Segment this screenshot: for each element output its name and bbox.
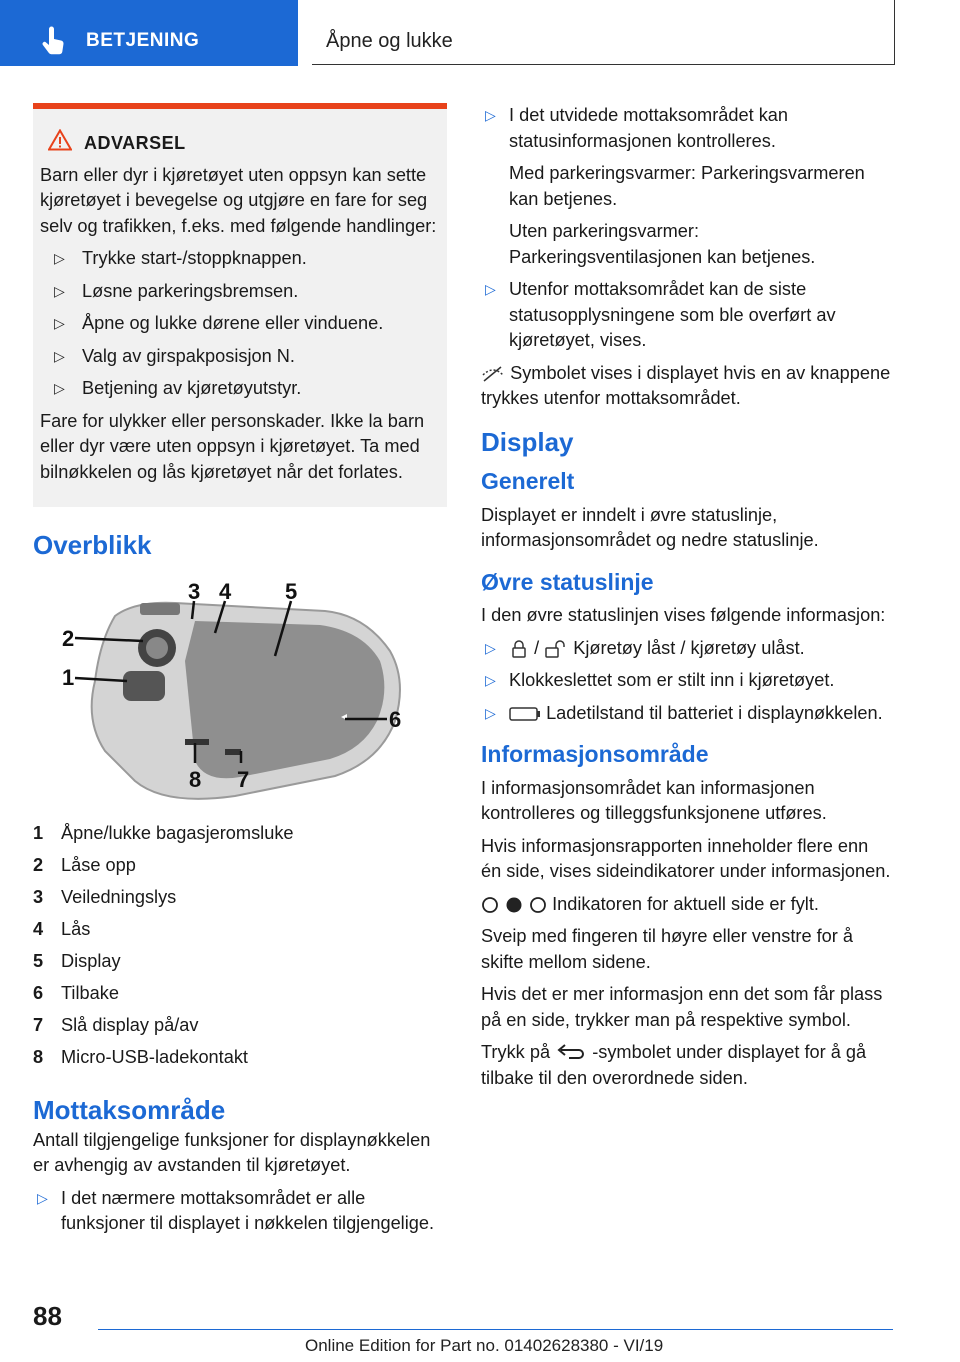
- range-note: [481, 361, 893, 412]
- callout-5: 5: [285, 580, 298, 604]
- legend-item: [33, 1013, 447, 1039]
- legend-text: Låse opp: [61, 854, 136, 875]
- legend-text: Display: [61, 950, 121, 971]
- upper-status-item-text: Ladetilstand til batteriet i displaynøkkelen.: [546, 702, 883, 723]
- legend-number: 2: [33, 854, 44, 875]
- edition-text: Online Edition for Part no. 01402628380 - VI/19: [305, 1336, 664, 1355]
- legend-item: [33, 885, 447, 911]
- page-indicator-note: [481, 892, 893, 918]
- display-key-figure: [45, 581, 425, 811]
- legend-text: Micro-USB-ladekontakt: [61, 1046, 248, 1067]
- display-heading: Display: [481, 426, 574, 457]
- upper-status-item: [481, 668, 893, 694]
- callout-6: 6: [389, 706, 402, 732]
- callout-1: 1: [62, 664, 75, 690]
- upper-status-item-text: Kjøretøy låst / kjøretøy ulåst.: [573, 637, 805, 658]
- warning-item-text: Trykke start-/stoppknappen.: [82, 248, 307, 268]
- legend-number: 8: [33, 1046, 44, 1067]
- legend-text: Slå display på/av: [61, 1014, 199, 1035]
- callout-7: 7: [237, 766, 250, 792]
- range-bullet: [481, 103, 893, 154]
- legend-text: Tilbake: [61, 982, 119, 1003]
- upper-status-item: [481, 636, 893, 662]
- warning-item: [40, 376, 439, 402]
- upper-status-item: [481, 701, 893, 727]
- warning-item: [40, 246, 439, 272]
- range-note-text: Symbolet vises i displayet hvis en av knappene trykkes utenfor mottaksområdet.: [481, 362, 891, 408]
- bullet-triangle-icon: ▷: [485, 704, 496, 721]
- range-bullet-text: I det utvidede mottaksområdet kan statusinformasjonen kontrolleres.: [509, 105, 789, 151]
- lock-open-icon: [544, 640, 568, 658]
- warning-item-text: Betjening av kjøretøyutstyr.: [82, 378, 302, 398]
- legend-number: 3: [33, 886, 44, 907]
- upper-status-text: I den øvre statuslinjen vises følgende informasjon:: [481, 605, 886, 625]
- back-note-suffix: -symbolet under displayet for å gå tilbake til den overordnede siden.: [481, 1042, 867, 1088]
- header-title: Åpne og lukke: [326, 30, 453, 52]
- header-title-box: [312, 0, 895, 65]
- signal-lost-icon: [481, 365, 505, 383]
- bullet-triangle-icon: ▷: [54, 380, 65, 396]
- bullet-triangle-icon: ▷: [485, 672, 496, 688]
- info-area-heading: Informasjonsområde: [481, 741, 709, 767]
- legend-item: [33, 981, 447, 1007]
- callout-4: 4: [219, 580, 232, 604]
- page-indicator-dots-icon: [481, 896, 547, 914]
- warning-text: Barn eller dyr i kjøretøyet uten oppsyn kan sette kjøretøyet i bevegelse og utgjøre en fare for seg selv og trafikken, f.eks. med følgende handlinger:: [40, 164, 437, 236]
- lock-closed-icon: [509, 640, 529, 658]
- warning-triangle-icon: [48, 129, 72, 151]
- warning-item-text: Valg av girspakposisjon N.: [82, 345, 295, 366]
- info-area-text: Hvis informasjonsrapporten inneholder flere enn én side, vises sideindikatorer under informasjonen.: [481, 835, 891, 881]
- legend-item: [33, 853, 447, 879]
- back-note-prefix: Trykk på: [481, 1042, 551, 1062]
- bullet-triangle-icon: ▷: [37, 1189, 48, 1206]
- header-section-label: BETJENING: [86, 30, 200, 51]
- bullet-triangle-icon: ▷: [54, 282, 65, 299]
- range-text: Antall tilgjengelige funksjoner for displaynøkkelen er avhengig av avstanden til kjøretøyet.: [33, 1129, 431, 1175]
- info-area-text: Sveip med fingeren til høyre eller venstre for å skifte mellom sidene.: [481, 926, 854, 972]
- legend-number: 7: [33, 1014, 44, 1035]
- callout-3: 3: [188, 580, 201, 604]
- bullet-triangle-icon: ▷: [54, 347, 65, 364]
- warning-item: [40, 279, 439, 305]
- bullet-triangle-icon: ▷: [485, 107, 496, 123]
- bullet-triangle-icon: ▷: [485, 281, 496, 297]
- legend-number: 1: [33, 822, 44, 843]
- warning-title-text: ADVARSEL: [84, 133, 186, 153]
- warning-item: [40, 344, 439, 370]
- back-arrow-icon: [555, 1044, 587, 1062]
- legend-text: Lås: [61, 918, 91, 939]
- info-area-text: I informasjonsområdet kan informasjonen kontrolleres og tilleggsfunksjonene utføres.: [481, 777, 827, 823]
- legend-item: [33, 821, 447, 847]
- lock-separator: /: [534, 637, 540, 658]
- warning-after: Fare for ulykker eller personskader. Ikke la barn eller dyr være uten oppsyn i kjøretøyet. Ta med bilnøkkelen og lås kjøretøyet når det forlates.: [40, 410, 425, 482]
- upper-status-item-text: Klokkeslettet som er stilt inn i kjøretøyet.: [509, 670, 835, 690]
- display-key-illustration: [45, 581, 425, 811]
- bullet-triangle-icon: ▷: [485, 639, 496, 656]
- right-column: [481, 103, 893, 1098]
- legend-number: 4: [33, 918, 44, 939]
- legend-text: Veiledningslys: [61, 886, 177, 907]
- legend-item: [33, 1045, 447, 1071]
- range-sub-text: Med parkeringsvarmer: Parkeringsvarmeren kan betjenes.: [509, 163, 865, 209]
- upper-status-heading: Øvre statuslinje: [481, 568, 654, 595]
- warning-box: [33, 103, 447, 507]
- left-column: [33, 103, 447, 1244]
- warning-item-text: Løsne parkeringsbremsen.: [82, 280, 299, 301]
- header-section-tab: [0, 0, 298, 66]
- hand-touch-icon: [40, 26, 68, 56]
- range-sub-text: Uten parkeringsvarmer: Parkeringsventilasjonen kan betjenes.: [509, 221, 816, 267]
- legend-list: [33, 821, 447, 1071]
- general-text: Displayet er inndelt i øvre statuslinje, informasjonsområdet og nedre statuslinje.: [481, 504, 819, 550]
- legend-number: 5: [33, 950, 44, 971]
- warning-title: [40, 131, 439, 157]
- footer-rule: [98, 1329, 893, 1330]
- range-bullet: [33, 1186, 447, 1237]
- legend-item: [33, 917, 447, 943]
- bullet-triangle-icon: ▷: [54, 250, 65, 266]
- legend-item: [33, 949, 447, 975]
- legend-text: Åpne/lukke bagasjeromsluke: [61, 822, 294, 843]
- overview-heading: Overblikk: [33, 530, 152, 560]
- info-area-text: Hvis det er mer informasjon enn det som får plass på en side, trykker man på respektive symbol.: [481, 984, 883, 1030]
- range-bullet-text: Utenfor mottaksområdet kan de siste statusopplysningene som ble overført av kjøretøyet, vises.: [509, 279, 836, 350]
- callout-8: 8: [189, 766, 202, 792]
- legend-number: 6: [33, 982, 44, 1003]
- range-bullet: [481, 277, 893, 354]
- page-indicator-text: Indikatoren for aktuell side er fylt.: [552, 893, 819, 914]
- general-heading: Generelt: [481, 468, 575, 494]
- warning-item: [40, 311, 439, 337]
- back-symbol-note: [481, 1040, 893, 1091]
- range-heading: Mottaksområde: [33, 1095, 226, 1125]
- callout-2: 2: [62, 625, 75, 651]
- range-bullet-text: I det nærmere mottaksområdet er alle funksjoner til displayet i nøkkelen tilgjengelige.: [61, 1187, 435, 1233]
- battery-icon: [509, 707, 541, 721]
- warning-item-text: Åpne og lukke dørene eller vinduene.: [82, 313, 384, 333]
- page-number: 88: [33, 1301, 62, 1331]
- bullet-triangle-icon: ▷: [54, 315, 65, 331]
